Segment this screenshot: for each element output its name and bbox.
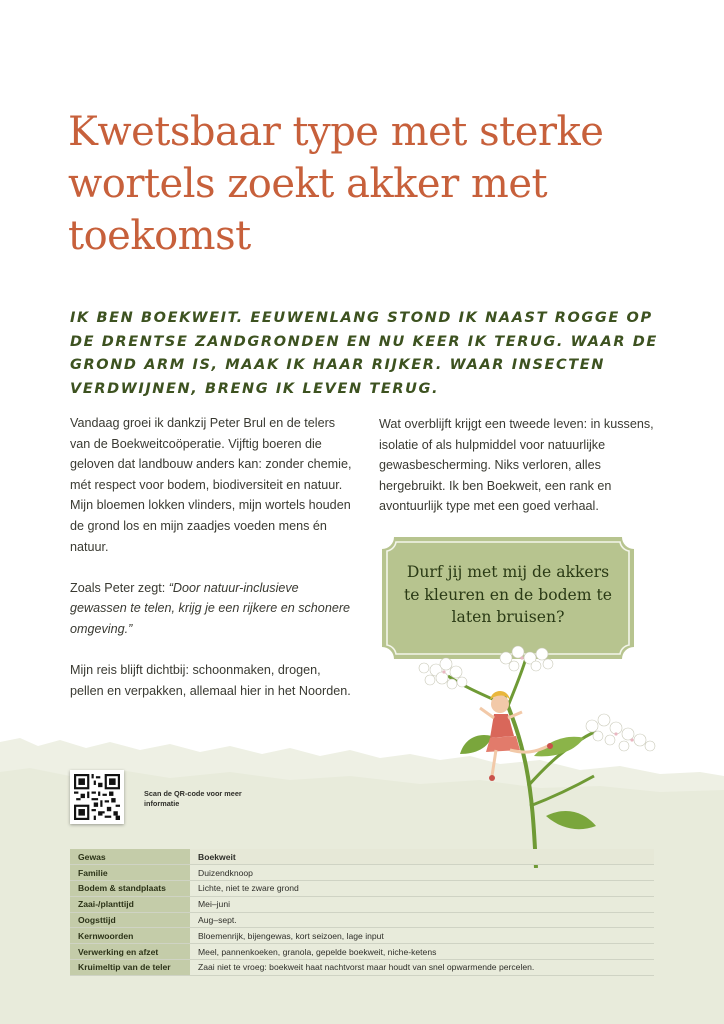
body-paragraph: Wat overblijft krijgt een tweede leven: in kussens, isolatie of als hulpmiddel voor natuurlijke gewasbescherming. Niks verloren, alles hergebruikt. Ik ben Boekweit, een rank en avontuurlijk type met een goed verhaal. xyxy=(379,417,654,514)
table-value: Mei–juni xyxy=(190,896,654,912)
table-row xyxy=(70,928,654,944)
qr-label: Scan de QR-code voor meer informatie xyxy=(144,789,242,808)
right-column xyxy=(379,414,659,537)
qr-code-icon xyxy=(74,774,120,820)
table-row xyxy=(70,865,654,881)
quote-intro: Zoals Peter zegt: xyxy=(70,580,169,595)
table-row xyxy=(70,960,654,976)
left-column xyxy=(70,413,352,722)
callout-text: Durf jij met mij de akkers te kleuren en de bodem te laten bruisen? xyxy=(403,563,613,626)
table-key: Zaai-/planttijd xyxy=(70,896,190,912)
body-paragraph: Vandaag groei ik dankzij Peter Brul en de telers van de Boekweitcoöperatie. Vijftig boeren die geloven dat landbouw anders kan: zonder chemie, mét respect voor bodem, biodiversiteit en natuur. Mijn bloemen lokken vlinders, mijn wortels houden de grond los en mijn zaadjes voeden mens én natuur. xyxy=(70,416,352,554)
table-row xyxy=(70,881,654,897)
table-key: Verwerking en afzet xyxy=(70,944,190,960)
table-row xyxy=(70,896,654,912)
table-row xyxy=(70,849,654,865)
table-key: Bodem & standplaats xyxy=(70,881,190,897)
body-paragraph: Mijn reis blijft dichtbij: schoonmaken, drogen, pellen en verpakken, allemaal hier in het Noorden. xyxy=(70,662,351,698)
table-key: Familie xyxy=(70,865,190,881)
table-value: Aug–sept. xyxy=(190,912,654,928)
table-key: Oogsttijd xyxy=(70,912,190,928)
table-value: Duizendknoop xyxy=(190,865,654,881)
buckwheat-girl-illustration xyxy=(396,636,676,868)
crop-info-table xyxy=(70,849,654,976)
table-value: Boekweit xyxy=(190,849,654,865)
table-value: Meel, pannenkoeken, granola, gepelde boekweit, niche-ketens xyxy=(190,944,654,960)
table-row xyxy=(70,944,654,960)
table-value: Lichte, niet te zware grond xyxy=(190,881,654,897)
table-value: Zaai niet te vroeg: boekweit haat nachtvorst maar houdt van snel opwarmende percelen. xyxy=(190,960,654,976)
table-key: Gewas xyxy=(70,849,190,865)
table-row xyxy=(70,912,654,928)
peter-quote: “Door natuur-inclusieve gewassen te telen, krijg je een rijkere en schonere omgeving.” xyxy=(70,580,351,636)
table-value: Bloemenrijk, bijengewas, kort seizoen, lage input xyxy=(190,928,654,944)
quote-paragraph xyxy=(70,578,352,640)
qr-code[interactable] xyxy=(70,770,124,824)
page-title: Kwetsbaar type met sterke wortels zoekt akker met toekomst xyxy=(68,109,604,259)
tagline: IK BEN BOEKWEIT. EEUWENLANG STOND IK NAAST ROGGE OP DE DRENTSE ZANDGRONDEN EN NU KEER IK TERUG. WAAR DE GROND ARM IS, MAAK IK HAAR RIJKER. WAAR INSECTEN VERDWIJNEN, BRENG IK LEVEN TERUG. xyxy=(70,310,658,397)
table-key: Kruimeltip van de teler xyxy=(70,960,190,976)
table-key: Kernwoorden xyxy=(70,928,190,944)
